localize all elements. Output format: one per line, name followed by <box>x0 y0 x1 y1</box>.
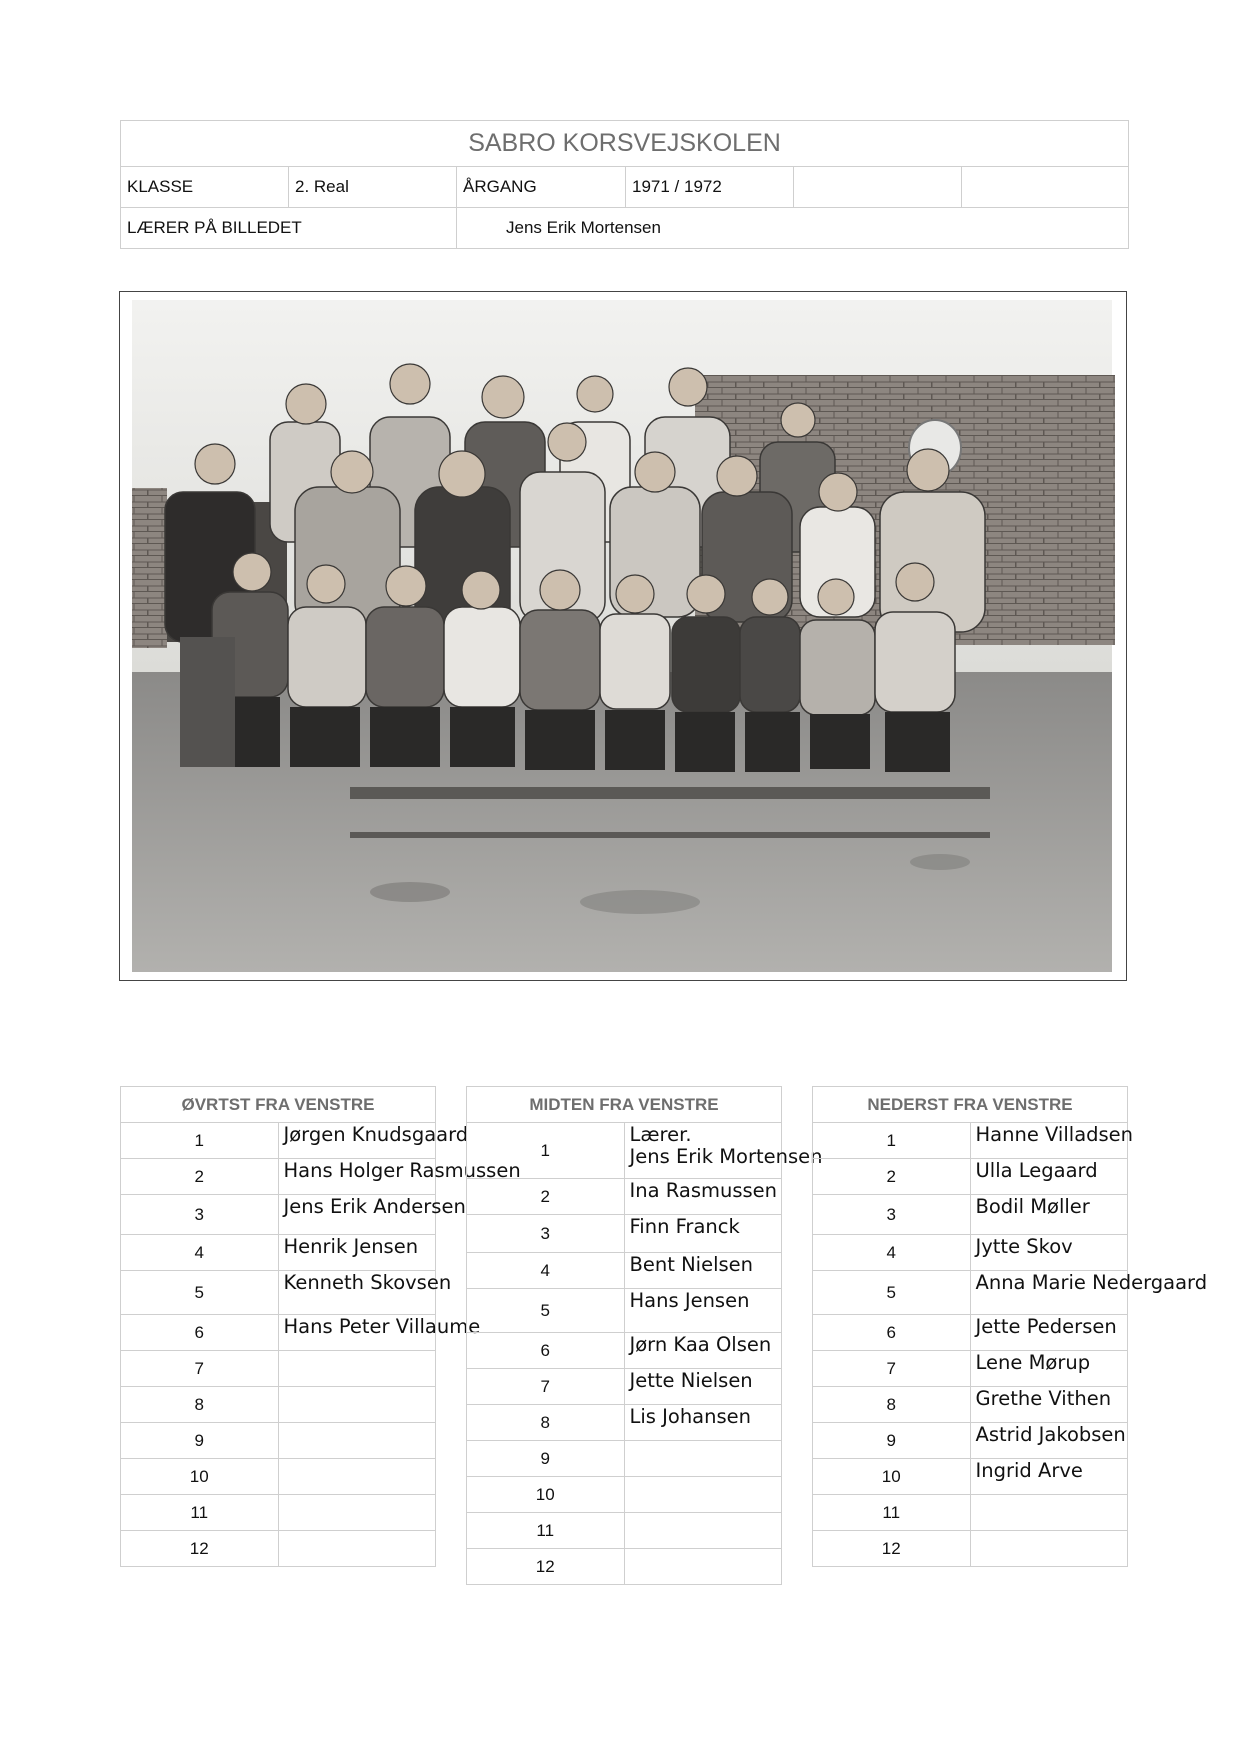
row-number: 1 <box>121 1123 279 1159</box>
person-name-cell <box>624 1549 782 1585</box>
person-name-cell <box>970 1531 1128 1567</box>
person-name-cell <box>278 1459 436 1495</box>
person-name-cell <box>278 1423 436 1459</box>
person-name-cell <box>624 1123 823 1179</box>
row-number: 6 <box>467 1333 625 1369</box>
name-row <box>467 1123 782 1179</box>
teacher-name: Jens Erik Mortensen <box>457 208 1129 249</box>
row-number: 2 <box>813 1159 971 1195</box>
person-name: Lærer. <box>629 1123 692 1146</box>
name-row <box>813 1271 1128 1315</box>
person-name-cell <box>970 1235 1128 1271</box>
row-number: 3 <box>121 1195 279 1235</box>
person-name-cell <box>970 1159 1128 1195</box>
name-row <box>467 1405 782 1441</box>
row-number: 5 <box>467 1289 625 1333</box>
row-number: 10 <box>813 1459 971 1495</box>
name-row <box>121 1423 436 1459</box>
class-info-table <box>120 120 1129 249</box>
person-name-cell <box>278 1351 436 1387</box>
empty-cell <box>794 167 962 208</box>
name-row <box>467 1513 782 1549</box>
name-row <box>121 1531 436 1567</box>
row-number: 2 <box>121 1159 279 1195</box>
name-row <box>121 1195 436 1235</box>
name-row <box>121 1235 436 1271</box>
person-name: Jette Pedersen <box>975 1315 1117 1338</box>
name-row <box>813 1423 1128 1459</box>
row-number: 2 <box>467 1179 625 1215</box>
row-number: 9 <box>121 1423 279 1459</box>
name-row <box>121 1387 436 1423</box>
person-name-cell <box>278 1123 469 1159</box>
person-name-cell <box>624 1369 782 1405</box>
person-name: Jens Erik Andersen <box>283 1195 466 1218</box>
row-number: 5 <box>813 1271 971 1315</box>
row-number: 4 <box>813 1235 971 1271</box>
row-number: 8 <box>467 1405 625 1441</box>
person-name-cell <box>970 1123 1134 1159</box>
person-name-line2: Jens Erik Mortensen <box>629 1145 823 1168</box>
name-row <box>813 1495 1128 1531</box>
name-row <box>121 1351 436 1387</box>
name-row <box>813 1123 1128 1159</box>
person-name-cell <box>278 1387 436 1423</box>
row-number: 1 <box>813 1123 971 1159</box>
person-name-cell <box>624 1405 782 1441</box>
person-name-cell <box>624 1289 782 1333</box>
row-number: 11 <box>467 1513 625 1549</box>
row-number: 12 <box>121 1531 279 1567</box>
name-row <box>813 1387 1128 1423</box>
row-number: 10 <box>467 1477 625 1513</box>
class-photo <box>119 291 1127 981</box>
person-name-cell <box>970 1351 1128 1387</box>
name-row <box>813 1159 1128 1195</box>
top-row-heading: ØVRTST FRA VENSTRE <box>121 1087 436 1123</box>
person-name: Kenneth Skovsen <box>283 1271 452 1294</box>
class-value: 2. Real <box>289 167 457 208</box>
person-name-cell <box>624 1333 782 1369</box>
bottom-row-heading: NEDERST FRA VENSTRE <box>813 1087 1128 1123</box>
person-name-cell <box>624 1179 782 1215</box>
person-name: Jytte Skov <box>975 1235 1073 1258</box>
person-name: Finn Franck <box>629 1215 740 1238</box>
name-row <box>121 1315 436 1351</box>
person-name-cell <box>970 1195 1128 1235</box>
row-number: 9 <box>813 1423 971 1459</box>
name-row <box>467 1549 782 1585</box>
name-row <box>813 1235 1128 1271</box>
person-name: Jørgen Knudsgaard <box>283 1123 469 1146</box>
year-label: ÅRGANG <box>457 167 626 208</box>
person-name: Bodil Møller <box>975 1195 1090 1218</box>
person-name-cell <box>278 1315 481 1351</box>
person-name: Ina Rasmussen <box>629 1179 778 1202</box>
name-row <box>121 1123 436 1159</box>
middle-row-heading: MIDTEN FRA VENSTRE <box>467 1087 782 1123</box>
person-name-cell <box>970 1315 1128 1351</box>
row-number: 11 <box>121 1495 279 1531</box>
row-number: 7 <box>813 1351 971 1387</box>
person-name: Ulla Legaard <box>975 1159 1098 1182</box>
row-number: 3 <box>467 1215 625 1253</box>
row-number: 4 <box>467 1253 625 1289</box>
person-name-cell <box>278 1495 436 1531</box>
row-number: 7 <box>121 1351 279 1387</box>
name-row <box>467 1289 782 1333</box>
name-row <box>813 1315 1128 1351</box>
name-row <box>467 1477 782 1513</box>
row-number: 1 <box>467 1123 625 1179</box>
person-name: Hans Peter Villaume <box>283 1315 481 1338</box>
person-name-cell <box>624 1441 782 1477</box>
class-photo-image <box>120 292 1126 980</box>
class-label: KLASSE <box>121 167 289 208</box>
person-name: Anna Marie Nedergaard <box>975 1271 1208 1294</box>
name-row <box>813 1459 1128 1495</box>
person-name: Ingrid Arve <box>975 1459 1083 1482</box>
person-name-cell <box>278 1195 466 1235</box>
person-name: Jørn Kaa Olsen <box>629 1333 772 1356</box>
person-name-cell <box>970 1271 1208 1315</box>
row-number: 6 <box>121 1315 279 1351</box>
person-name: Grethe Vithen <box>975 1387 1112 1410</box>
bottom-row-names-table <box>812 1086 1208 1567</box>
person-name-cell <box>970 1387 1128 1423</box>
name-row <box>813 1531 1128 1567</box>
row-number: 8 <box>121 1387 279 1423</box>
person-name: Bent Nielsen <box>629 1253 754 1276</box>
person-name-cell <box>278 1271 452 1315</box>
name-row <box>467 1215 782 1253</box>
name-row <box>121 1459 436 1495</box>
person-name: Jette Nielsen <box>629 1369 753 1392</box>
row-number: 9 <box>467 1441 625 1477</box>
row-number: 11 <box>813 1495 971 1531</box>
name-row <box>121 1495 436 1531</box>
year-value: 1971 / 1972 <box>626 167 794 208</box>
name-row <box>467 1333 782 1369</box>
person-name-cell <box>970 1459 1128 1495</box>
name-row <box>467 1369 782 1405</box>
person-name: Hanne Villadsen <box>975 1123 1134 1146</box>
middle-row-names-table <box>466 1086 823 1585</box>
person-name: Henrik Jensen <box>283 1235 419 1258</box>
name-row <box>813 1351 1128 1387</box>
person-name: Lene Mørup <box>975 1351 1091 1374</box>
top-row-names-table <box>120 1086 521 1567</box>
teacher-label: LÆRER PÅ BILLEDET <box>121 208 457 249</box>
row-number: 3 <box>813 1195 971 1235</box>
name-row <box>467 1441 782 1477</box>
person-name-cell <box>278 1235 436 1271</box>
person-name: Hans Jensen <box>629 1289 750 1312</box>
row-number: 10 <box>121 1459 279 1495</box>
person-name-cell <box>624 1477 782 1513</box>
person-name-cell <box>624 1215 782 1253</box>
row-number: 4 <box>121 1235 279 1271</box>
name-row <box>813 1195 1128 1235</box>
row-number: 7 <box>467 1369 625 1405</box>
school-name: SABRO KORSVEJSKOLEN <box>121 121 1129 167</box>
person-name-cell <box>624 1513 782 1549</box>
name-row <box>467 1253 782 1289</box>
person-name-cell <box>624 1253 782 1289</box>
person-name-cell <box>278 1531 436 1567</box>
name-row <box>121 1159 436 1195</box>
person-name: Astrid Jakobsen <box>975 1423 1126 1446</box>
row-number: 12 <box>467 1549 625 1585</box>
person-name: Lis Johansen <box>629 1405 752 1428</box>
empty-cell <box>962 167 1129 208</box>
name-row <box>467 1179 782 1215</box>
row-number: 8 <box>813 1387 971 1423</box>
person-name-cell <box>970 1423 1128 1459</box>
row-number: 5 <box>121 1271 279 1315</box>
row-number: 6 <box>813 1315 971 1351</box>
name-row <box>121 1271 436 1315</box>
person-name: Hans Holger Rasmussen <box>283 1159 521 1182</box>
row-number: 12 <box>813 1531 971 1567</box>
person-name-cell <box>278 1159 521 1195</box>
person-name-cell <box>970 1495 1128 1531</box>
